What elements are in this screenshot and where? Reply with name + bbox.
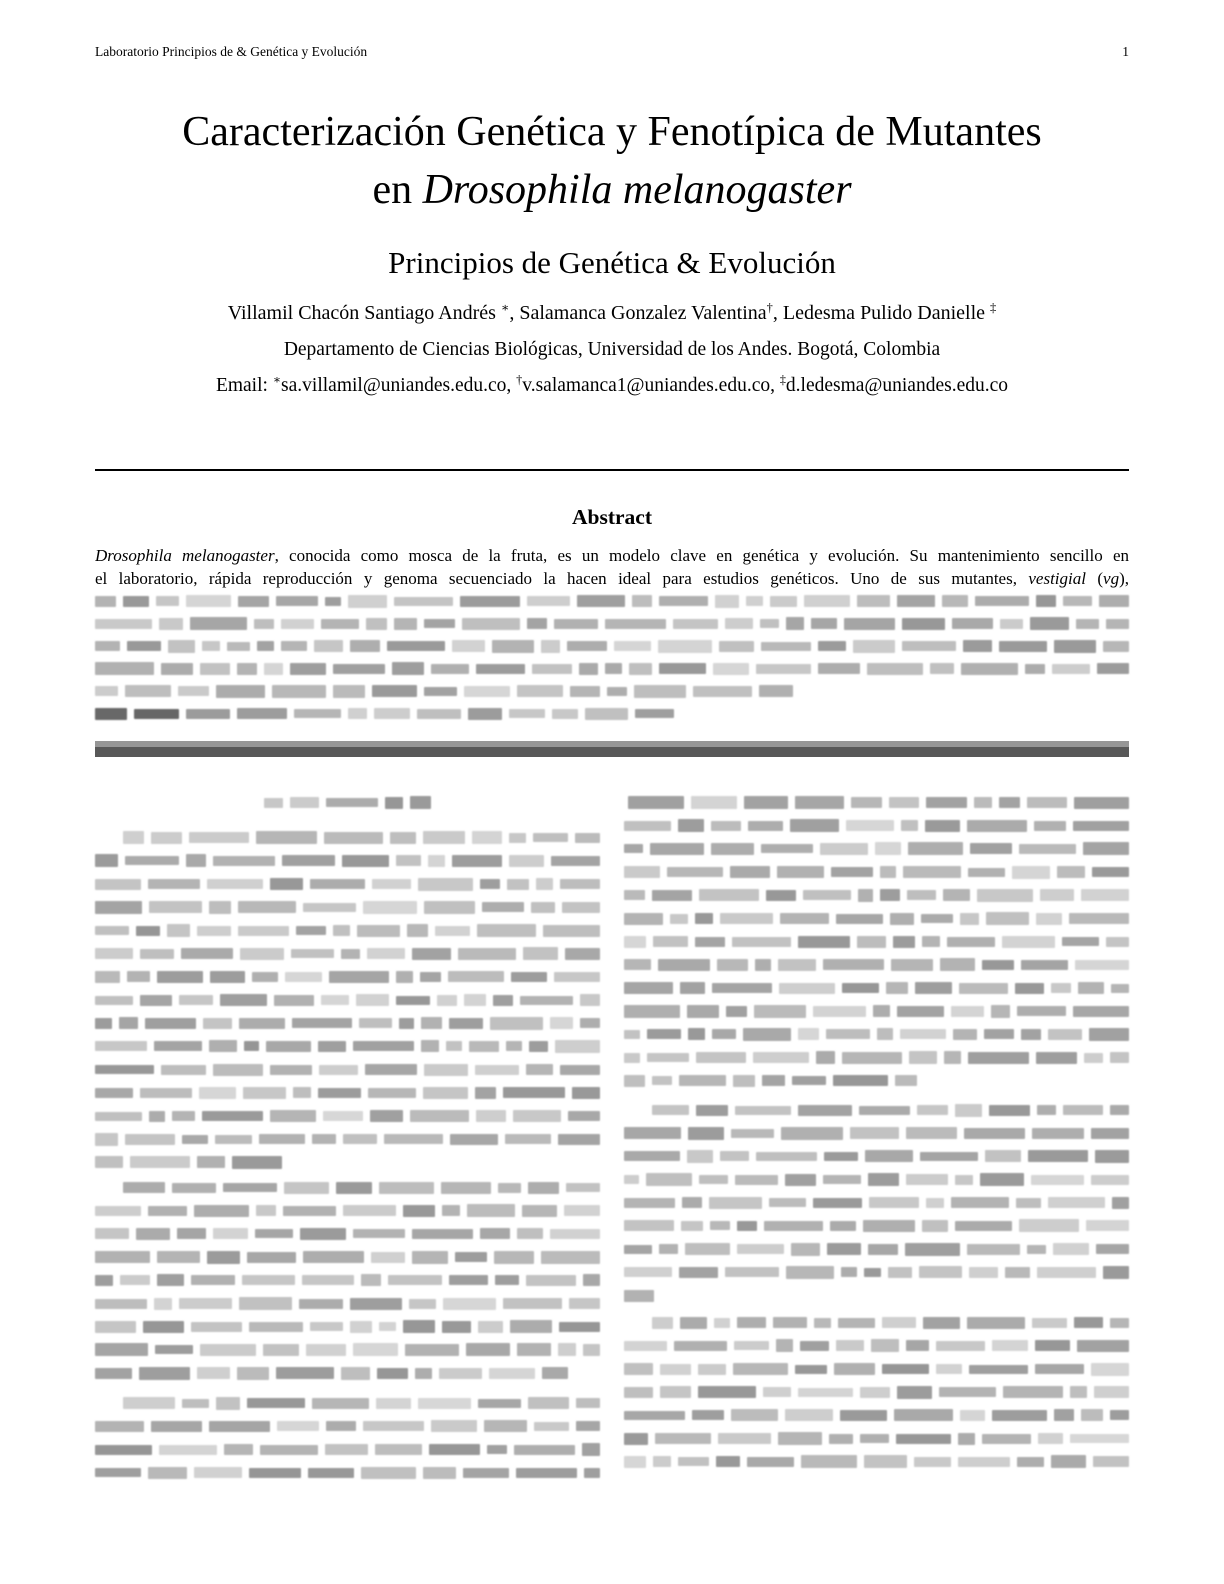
redacted-text-line [624, 1145, 1129, 1168]
redacted-text-line [95, 680, 1129, 703]
redacted-text-line [95, 1222, 600, 1245]
course-subtitle: Principios de Genética & Evolución [388, 245, 836, 280]
redacted-text-line [95, 965, 600, 988]
abstract-text-line-2 [95, 568, 1129, 591]
redacted-text-line [624, 1261, 1129, 1284]
redacted-text-line [95, 703, 1129, 726]
redacted-text-line [624, 1168, 1129, 1191]
redacted-text-line [624, 1122, 1129, 1145]
redacted-text-line [624, 837, 1129, 860]
redacted-paragraph [624, 791, 1129, 1092]
redacted-text-line [95, 1058, 600, 1081]
redacted-text-line [624, 884, 1129, 907]
redacted-text-line [95, 1338, 600, 1361]
section-heading-redacted [95, 791, 600, 814]
text-segment: ∗ [272, 372, 282, 387]
text-segment: , Ledesma Pulido Danielle [772, 302, 991, 324]
redacted-text-line [95, 873, 600, 896]
redacted-text-line [95, 658, 1129, 681]
redacted-text-line [624, 1381, 1129, 1404]
redacted-text-line [95, 613, 1129, 636]
redacted-text-line [624, 1000, 1129, 1023]
page-number: 1 [1122, 44, 1129, 59]
text-segment: , [770, 375, 780, 396]
affiliation-line: Departamento de Ciencias Biológicas, Universidad de los Andes. Bogotá, Colombia [283, 339, 941, 360]
text-segment: el laboratorio, rápida reproducción y genoma secuenciado la hacen ideal para estudios genéticos. Uno de sus mutantes, [95, 568, 1029, 588]
email-link-2[interactable]: v.salamanca1@uniandes.edu.co [522, 375, 771, 396]
redacted-text-line [624, 1284, 1129, 1307]
text-segment: vestigial [1028, 568, 1086, 588]
redacted-text-line [624, 1214, 1129, 1237]
redacted-text-line [95, 1035, 600, 1058]
right-column [624, 791, 1129, 1473]
redacted-text-line [624, 953, 1129, 976]
redacted-text-line [624, 1069, 1129, 1092]
redacted-text-line [95, 896, 600, 919]
redacted-text-line [624, 861, 1129, 884]
paper-title-line-1: Caracterización Genética y Fenotípica de Mutantes [182, 109, 1042, 155]
redacted-text-line [123, 826, 600, 849]
redacted-text-line [95, 1012, 600, 1035]
redacted-text-line [95, 1438, 600, 1461]
redacted-text-line [95, 849, 600, 872]
text-segment: , Salamanca Gonzalez Valentina [509, 302, 767, 324]
running-header [95, 44, 1129, 60]
redacted-text-line [624, 1023, 1129, 1046]
redacted-text-line [123, 1176, 600, 1199]
text-segment: Drosophila melanogaster [422, 167, 852, 213]
redacted-text-line [95, 989, 600, 1012]
left-column-redacted-text [95, 826, 600, 1484]
redacted-text-line [95, 1315, 600, 1338]
redacted-text-line [95, 791, 600, 814]
redacted-text-line [95, 942, 600, 965]
redacted-paragraph [624, 1311, 1129, 1473]
redacted-text-line [624, 977, 1129, 1000]
redacted-text-line [95, 1362, 600, 1385]
redacted-paragraph [95, 1392, 600, 1485]
authors-line [0, 299, 1224, 327]
text-segment: Drosophila melanogaster [95, 546, 275, 565]
redacted-paragraph [624, 1098, 1129, 1307]
left-column [95, 791, 600, 1484]
redacted-text-line [624, 1334, 1129, 1357]
abstract-body [95, 545, 1129, 725]
redacted-text-line [95, 1199, 600, 1222]
redacted-text-line [624, 1046, 1129, 1069]
redacted-text-line [95, 1081, 600, 1104]
text-segment: † [766, 300, 773, 315]
text-segment: , [506, 375, 517, 396]
redacted-text-line [95, 1269, 600, 1292]
redacted-text-line [624, 1191, 1129, 1214]
redacted-text-line [628, 791, 1129, 814]
right-column-redacted-text [624, 791, 1129, 1473]
redacted-paragraph [95, 1176, 600, 1385]
redacted-text-line [95, 635, 1129, 658]
title-separator-rule [95, 469, 1129, 471]
redacted-text-line [624, 1358, 1129, 1381]
redacted-text-line [624, 1427, 1129, 1450]
redacted-text-line [652, 1098, 1129, 1121]
redacted-text-line [652, 1311, 1129, 1334]
redacted-text-line [95, 1128, 600, 1151]
redacted-text-line [624, 1450, 1129, 1473]
section-divider-bar [95, 741, 1129, 757]
text-segment: Email: [215, 375, 273, 396]
email-link-1[interactable]: sa.villamil@uniandes.edu.co [281, 375, 507, 396]
redacted-text-line [123, 1392, 600, 1415]
redacted-text-line [95, 590, 1129, 613]
email-link-3[interactable]: d.ledesma@uniandes.edu.co [785, 375, 1009, 396]
redacted-text-line [624, 930, 1129, 953]
paper-title [0, 103, 1224, 219]
redacted-paragraph [95, 826, 600, 1174]
abstract-text-line-1 [95, 545, 1129, 568]
redacted-text-line [95, 1151, 600, 1174]
redacted-text-line [624, 1238, 1129, 1261]
text-segment: ‡ [779, 372, 786, 387]
running-header-text: Laboratorio Principios de & Genética y Evolución [95, 44, 368, 59]
text-segment: ∗ [500, 300, 510, 315]
email-line [0, 372, 1224, 400]
redacted-text-line [624, 907, 1129, 930]
redacted-text-line [95, 1415, 600, 1438]
paper-title-line-2 [0, 161, 1224, 219]
text-segment: , conocida como mosca de la fruta, es un modelo clave en genética y evolución. Su mantenimiento sencillo en [274, 546, 1129, 565]
redacted-text-line [95, 1246, 600, 1269]
text-segment: Villamil Chacón Santiago Andrés [227, 302, 501, 324]
abstract-heading: Abstract [571, 505, 652, 529]
redacted-text-line [95, 1461, 600, 1484]
text-segment: ‡ [990, 300, 997, 315]
text-segment: † [516, 372, 523, 387]
index-terms-redacted-line [95, 703, 1129, 726]
text-segment: en [372, 167, 423, 213]
redacted-text-line [624, 814, 1129, 837]
text-segment: ), [1119, 568, 1129, 588]
text-segment: ( [1085, 568, 1104, 588]
redacted-text-line [95, 919, 600, 942]
text-segment: vg [1103, 568, 1120, 588]
redacted-text-line [95, 1292, 600, 1315]
redacted-text-line [95, 1104, 600, 1127]
redacted-text-line [624, 1404, 1129, 1427]
abstract-redacted-text [95, 590, 1129, 703]
